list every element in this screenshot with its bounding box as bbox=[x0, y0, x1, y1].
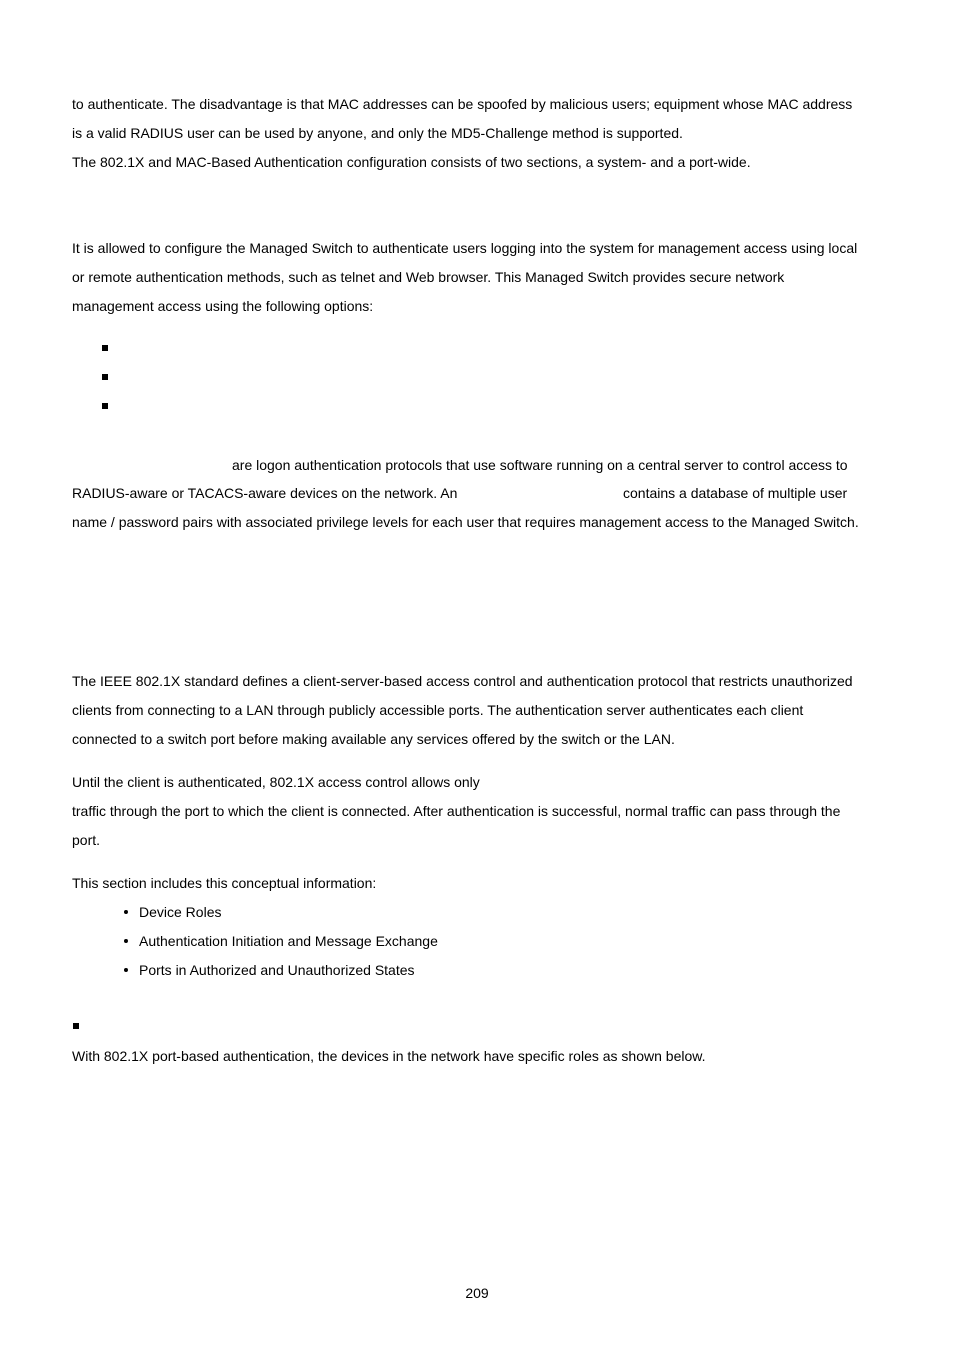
ieee-line-2: clients from connecting to a LAN through publicly accessible ports. The authentication server authenticates each client bbox=[72, 702, 804, 718]
square-bullet-icon bbox=[102, 403, 108, 409]
square-bullet-icon bbox=[73, 1023, 79, 1029]
protocols-line-2b: contains a database of multiple user bbox=[623, 485, 848, 501]
bullet-dot-icon bbox=[124, 910, 128, 914]
protocols-line-3: name / password pairs with associated privilege levels for each user that requires management access to the Managed Switch. bbox=[72, 514, 859, 530]
until-line-1: Until the client is authenticated, 802.1X access control allows only bbox=[72, 774, 480, 790]
topic-port-states: Ports in Authorized and Unauthorized States bbox=[139, 962, 415, 978]
includes-text: This section includes this conceptual information: bbox=[72, 875, 377, 891]
page-number: 209 bbox=[465, 1285, 489, 1301]
square-bullet-icon bbox=[102, 374, 108, 380]
bullet-dot-icon bbox=[124, 968, 128, 972]
until-line-3: port. bbox=[72, 832, 101, 848]
bullet-dot-icon bbox=[124, 939, 128, 943]
roles-text: With 802.1X port-based authentication, the devices in the network have specific roles as shown below. bbox=[72, 1048, 706, 1064]
topic-authentication-initiation: Authentication Initiation and Message Exchange bbox=[139, 933, 438, 949]
auth-line-2: or remote authentication methods, such as telnet and Web browser. This Managed Switch provides secure network bbox=[72, 269, 785, 285]
ieee-line-1: The IEEE 802.1X standard defines a client-server-based access control and authentication protocol that restricts unauthorized bbox=[72, 673, 853, 689]
square-bullet-icon bbox=[102, 345, 108, 351]
ieee-line-3: connected to a switch port before making available any services offered by the switch or the LAN. bbox=[72, 731, 675, 747]
protocols-line-2a: RADIUS-aware or TACACS-aware devices on the network. An bbox=[72, 485, 458, 501]
intro-line-3: The 802.1X and MAC-Based Authentication configuration consists of two sections, a system- and a port-wide. bbox=[72, 154, 751, 170]
until-line-2: traffic through the port to which the client is connected. After authentication is successful, normal traffic can pass through the bbox=[72, 803, 841, 819]
intro-line-2: is a valid RADIUS user can be used by anyone, and only the MD5-Challenge method is supported. bbox=[72, 125, 683, 141]
auth-line-3: management access using the following options: bbox=[72, 298, 374, 314]
auth-line-1: It is allowed to configure the Managed Switch to authenticate users logging into the system for management access using local bbox=[72, 240, 858, 256]
intro-line-1: to authenticate. The disadvantage is that MAC addresses can be spoofed by malicious users; equipment whose MAC address bbox=[72, 96, 853, 112]
topic-device-roles: Device Roles bbox=[139, 904, 222, 920]
protocols-line-1: are logon authentication protocols that use software running on a central server to control access to bbox=[232, 457, 848, 473]
